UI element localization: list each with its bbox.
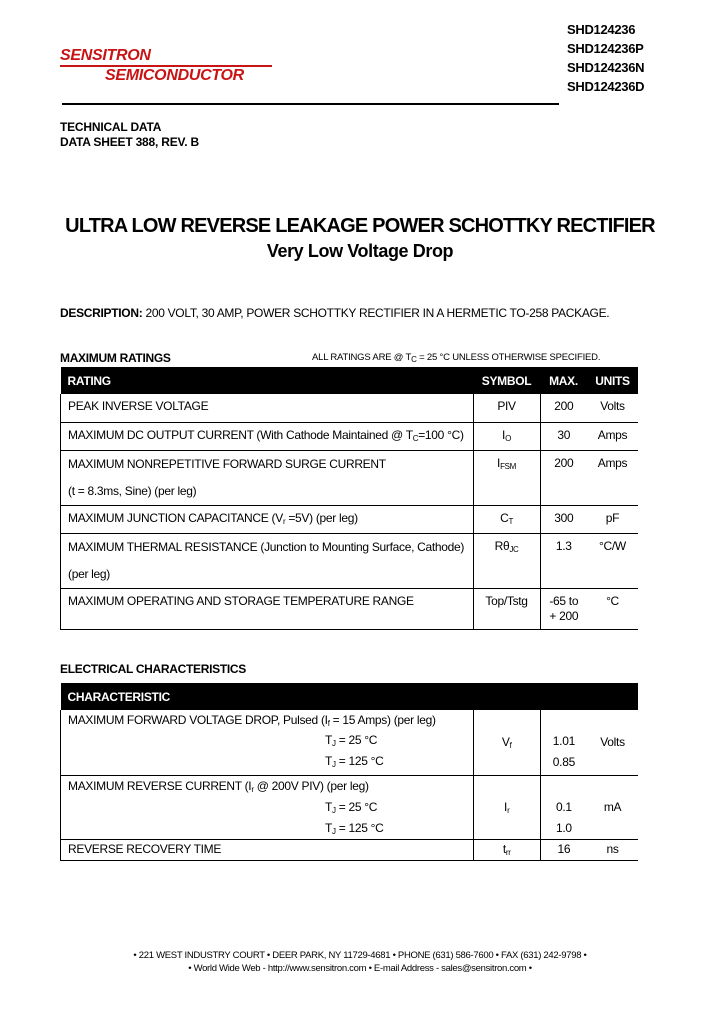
ratings-note: ALL RATINGS ARE @ $T_C = 25$ °C UNLESS OTHERWISE SPECIFIED. xyxy=(312,352,601,364)
units-cell: ns xyxy=(587,839,638,860)
units-cell: °C xyxy=(587,588,638,629)
max-cell: 30 xyxy=(540,422,587,450)
table-row xyxy=(61,710,639,775)
symbol-cell: Top/Tstg xyxy=(473,588,540,629)
units-cell: Amps xyxy=(587,422,638,450)
symbol-cell: $R\theta_{JC}$ xyxy=(473,533,540,588)
max-cell: 200 xyxy=(540,450,587,505)
part-number: SHD124236D xyxy=(567,79,645,94)
symbol-cell: $I_O$ xyxy=(473,422,540,450)
description-text: 200 VOLT, 30 AMP, POWER SCHOTTKY RECTIFIER IN A HERMETIC TO-258 PACKAGE. xyxy=(142,306,610,320)
max-cell: 200 xyxy=(540,394,587,422)
col-header-characteristic: CHARACTERISTIC xyxy=(61,683,639,710)
rating-cell: MAXIMUM OPERATING AND STORAGE TEMPERATURE RANGE xyxy=(61,588,474,629)
rating-cell: MAXIMUM DC OUTPUT CURRENT (With Cathode Maintained @ $T_C=100$ °C) xyxy=(61,422,474,450)
electrical-table xyxy=(60,683,638,861)
symbol-cell: $t_{rr}$ xyxy=(473,839,540,860)
characteristic-cell: MAXIMUM REVERSE CURRENT ($I_r$ @ 200V PIV) (per leg) $T_J = 25$ °C $T_J = 125$ °C xyxy=(61,775,474,839)
max-cell: 300 xyxy=(540,505,587,533)
symbol-cell: $V_f$ xyxy=(473,710,540,775)
technical-data-block xyxy=(60,120,199,150)
page-title: ULTRA LOW REVERSE LEAKAGE POWER SCHOTTKY RECTIFIER xyxy=(65,215,655,237)
value-cell: 1.01 0.85 xyxy=(540,710,587,775)
table-row xyxy=(61,394,639,422)
col-header-max: MAX. xyxy=(540,367,587,394)
footer-contact: • World Wide Web - http://www.sensitron.com • E-mail Address - sales@sensitron.com • xyxy=(188,963,532,974)
table-header-row xyxy=(61,683,639,710)
units-cell: Volts xyxy=(587,394,638,422)
symbol-cell: PIV xyxy=(473,394,540,422)
page-subtitle: Very Low Voltage Drop xyxy=(266,241,454,261)
col-header-symbol: SYMBOL xyxy=(473,367,540,394)
table-row xyxy=(61,505,639,533)
header-rule xyxy=(62,103,559,105)
rating-cell: MAXIMUM NONREPETITIVE FORWARD SURGE CURRENT (t = 8.3ms, Sine) (per leg) xyxy=(61,450,474,505)
units-cell: pF xyxy=(587,505,638,533)
col-header-rating: RATING xyxy=(61,367,474,394)
max-ratings-table xyxy=(60,367,638,630)
footer-address: • 221 WEST INDUSTRY COURT • DEER PARK, NY 11729-4681 • PHONE (631) 586-7600 • FAX (631) 242-9798 • xyxy=(133,950,587,961)
table-row xyxy=(61,422,639,450)
characteristic-cell: MAXIMUM FORWARD VOLTAGE DROP, Pulsed ($I_f = 15$ Amps) (per leg) $T_J = 25$ °C $T_J = 125$ °C xyxy=(61,710,474,775)
electrical-label: ELECTRICAL CHARACTERISTICS xyxy=(60,662,246,676)
max-cell: 1.3 xyxy=(540,533,587,588)
data-sheet-revision: DATA SHEET 388, REV. B xyxy=(60,135,199,149)
value-cell: 16 xyxy=(540,839,587,860)
value-cell: 0.1 1.0 xyxy=(540,775,587,839)
max-cell: -65 to + 200 xyxy=(540,588,587,629)
symbol-cell: $C_T$ xyxy=(473,505,540,533)
description-label: DESCRIPTION: xyxy=(60,306,143,320)
table-row xyxy=(61,588,639,629)
part-number-list xyxy=(567,20,644,96)
rating-cell: PEAK INVERSE VOLTAGE xyxy=(61,394,474,422)
table-row xyxy=(61,450,639,505)
units-cell: mA xyxy=(587,775,638,839)
table-row xyxy=(61,775,639,839)
part-number: SHD124236N xyxy=(567,60,645,75)
units-cell: °C/W xyxy=(587,533,638,588)
max-ratings-label: MAXIMUM RATINGS xyxy=(60,351,171,365)
description xyxy=(60,306,609,320)
company-logo-line2: SEMICONDUCTOR xyxy=(105,67,244,84)
table-header-row xyxy=(61,367,639,394)
part-number: SHD124236 xyxy=(567,22,636,37)
table-row xyxy=(61,839,639,860)
symbol-cell: $I_{FSM}$ xyxy=(473,450,540,505)
technical-data-label: TECHNICAL DATA xyxy=(60,120,162,134)
company-logo-line1: SENSITRON xyxy=(60,47,151,64)
rating-cell: MAXIMUM JUNCTION CAPACITANCE $(V_r =5V)$ (per leg) xyxy=(61,505,474,533)
table-row xyxy=(61,533,639,588)
characteristic-cell: REVERSE RECOVERY TIME xyxy=(61,839,474,860)
part-number: SHD124236P xyxy=(567,41,644,56)
units-cell: Volts xyxy=(587,710,638,775)
col-header-units: UNITS xyxy=(587,367,638,394)
symbol-cell: $I_r$ xyxy=(473,775,540,839)
rating-cell: MAXIMUM THERMAL RESISTANCE (Junction to Mounting Surface, Cathode) (per leg) xyxy=(61,533,474,588)
units-cell: Amps xyxy=(587,450,638,505)
